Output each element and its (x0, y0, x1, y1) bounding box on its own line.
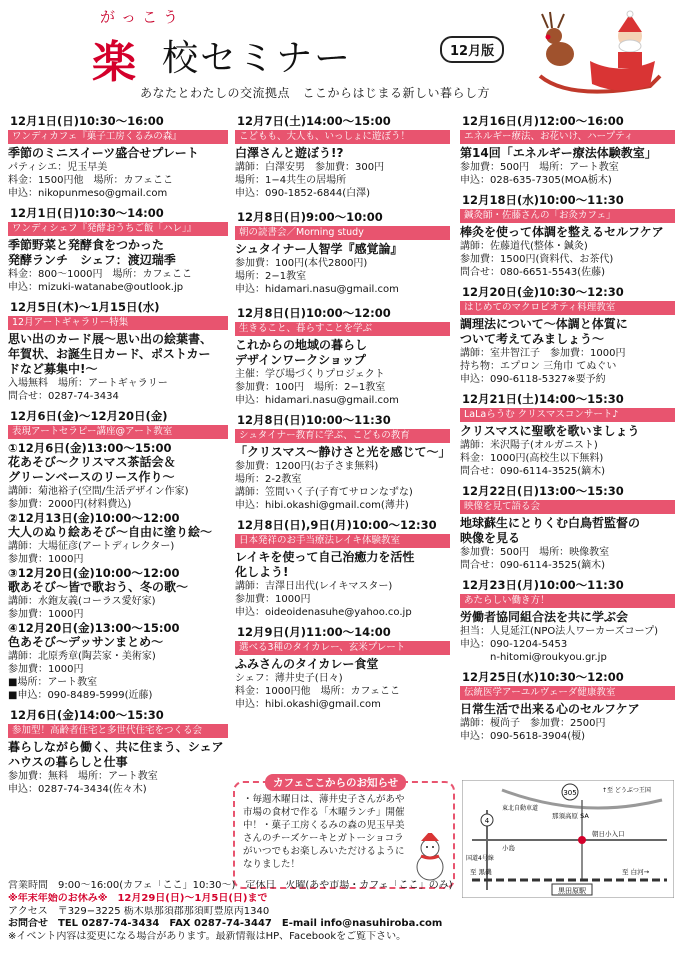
event-title: 労働者協同組合法を共に学ぶ会 (460, 610, 629, 624)
event-detail: 入場無料 場所：アートギャラリー (8, 378, 168, 389)
event-card (235, 413, 450, 512)
event-detail: 参加費：1000円 (8, 554, 84, 565)
event-tag: 選べる3種のタイカレー、玄米プレート (235, 641, 450, 655)
event-detail: 問合せ：090-6114-3525(鏑木) (460, 560, 606, 571)
cafe-notice-body: ・毎週木曜日は、薄井史子さんがあや市場の食材で作る「木曜ランチ」開催中！・菓子工房くるみの森の児玉早美さんのチーズケーキとガトーショコラがいつでもお楽しみいただけるようになりました！ (243, 794, 405, 870)
event-card (460, 193, 675, 279)
edition-badge: 12月版 (440, 36, 504, 63)
event-title: 思い出のカード展〜思い出の絵葉書、 (8, 332, 213, 346)
event-date: 12月1日(日)10:30〜16:00 (10, 114, 164, 128)
map-exit-label: ↑至 どうぶつ王国 (602, 787, 651, 794)
header (0, 0, 680, 112)
event-detail: 参加費：2000円(材料費込) (8, 499, 132, 510)
event-date: 12月8日(日)10:00〜12:00 (237, 306, 391, 320)
cafe-notice-box (233, 777, 455, 889)
page-subtitle: あなたとわたしの交流拠点 ここからはじまる新しい暮らし方 (140, 86, 491, 100)
event-detail: 持ち物：エプロン 三角巾 てぬぐい (460, 361, 617, 372)
event-detail: 講師：米沢陽子(オルガニスト) (460, 440, 598, 451)
event-tag: 表現アートセラピー講座@アート教室 (8, 425, 228, 439)
session-title: 花あそび〜クリスマス茶話会＆ (8, 455, 176, 469)
event-title: 「クリスマス〜静けさと光を感じて〜」 (235, 445, 451, 459)
event-date: 12月22日(日)13:00〜15:30 (462, 484, 624, 498)
event-title: ドなど募集中!〜 (8, 362, 98, 376)
event-tag: シュタイナー教育に学ぶ、こどもの教育 (235, 429, 450, 443)
session-heading: ①12月6日(金)13:00〜15:00 (8, 441, 172, 455)
event-detail: 申込：hibi.okashi@gmail.com (235, 699, 381, 710)
event-detail: n-hitomi@roukyou.gr.jp (460, 652, 607, 663)
event-card (8, 409, 228, 702)
event-card (460, 484, 675, 572)
session-heading: ②12月13日(金)10:00〜12:00 (8, 511, 180, 525)
map-location-marker (578, 836, 586, 844)
event-tag: 映像を見て語る会 (460, 500, 675, 514)
event-card (235, 518, 450, 619)
map-tohoku-label: 東北自動車道 (502, 805, 539, 812)
event-date: 12月9日(月)11:00〜14:00 (237, 625, 391, 639)
session-heading: ④12月20日(金)13:00〜15:00 (8, 621, 180, 635)
event-detail: 講師：白澤安男 参加費：300円 (235, 162, 385, 173)
event-detail: 申込：090-1204-5453 (460, 639, 568, 650)
map-station-label: 黒田原駅 (558, 887, 586, 895)
footer (8, 880, 470, 944)
event-detail: 講師：北原秀章(陶芸家・美術家) (8, 651, 156, 662)
event-detail: 参加費：1500円(資料代、お茶代) (460, 254, 614, 265)
event-tag: 12月アートギャラリー特集 (8, 316, 228, 330)
event-detail: 担当：人見延江(NPO法人ワーカーズコープ) (460, 626, 658, 637)
event-title: 発酵ランチ シェフ：渡辺瑞季 (8, 253, 176, 267)
event-detail: 申込：0287-74-3434(佐々木) (8, 784, 147, 795)
footer-access: アクセス 〒329−3225 栃木県那須郡那須町豊原丙1340 (8, 905, 270, 917)
event-tag: ワンディシェフ『発酵おうちご飯「ハレ」』 (8, 222, 228, 236)
map-shirakawa-label: 至 白河→ (622, 868, 650, 876)
event-detail: 料金：1500円他 場所：カフェここ (8, 175, 173, 186)
event-card (8, 300, 228, 403)
map-sa-label: 那須高原 SA (552, 812, 589, 820)
event-date: 12月21日(土)14:00〜15:30 (462, 392, 624, 406)
event-detail: 参加費：1000円 (8, 664, 84, 675)
event-detail: 主催：学び場づくりプロジェクト (235, 369, 385, 380)
event-title: 調理法について〜体調と体質に (460, 317, 628, 331)
event-date: 12月7日(土)14:00〜15:00 (237, 114, 391, 128)
event-card (235, 306, 450, 407)
map-kokudo-label: 国道4号線 (466, 855, 494, 862)
event-detail: 申込：mizuki-watanabe@outlook.jp (8, 282, 184, 293)
event-title: 季節野菜と発酵食をつかった (8, 238, 165, 252)
map-komorishima-label: 小島 (502, 844, 515, 852)
map-route-305: 305 (563, 789, 577, 797)
cafe-notice-title: カフェここからのお知らせ (265, 774, 406, 791)
event-title: デザインワークショップ (235, 353, 366, 367)
event-detail: 参加費：1200円(お子さま無料) (235, 461, 379, 472)
footer-hours: 営業時間 9:00〜16:00(カフェ「ここ」10:30〜) 定休日 火曜(あや市場・カフェ「ここ」のみ) (8, 880, 453, 891)
event-detail: 申込：nikopunmeso@gmail.com (8, 188, 168, 199)
event-detail: 場所：1−4共生の居場所 (235, 175, 347, 186)
event-date: 12月1日(日)10:30〜14:00 (10, 206, 164, 220)
event-title: 地球蘇生にとりくむ白鳥哲監督の (460, 516, 641, 530)
event-detail: 料金：1000円他 場所：カフェここ (235, 686, 400, 697)
event-detail: 参加費：100円 場所：2−1教室 (235, 382, 386, 393)
map-kuroiso-label: 至 黒磯 (470, 868, 492, 876)
title-ruby: がっこう (100, 8, 185, 26)
event-date: 12月5日(木)〜1月15日(水) (10, 300, 160, 314)
event-detail: 場所：2-2教室 (235, 474, 302, 485)
event-card (235, 114, 450, 200)
access-map (462, 780, 674, 898)
event-detail: 参加費：1000円 (8, 609, 84, 620)
map-route-4: 4 (484, 817, 490, 825)
event-card (8, 206, 228, 294)
event-detail: 申込：090-6118-5327※要予約 (460, 374, 606, 385)
event-detail: 講師：佐藤道代(整体・鍼灸) (460, 241, 588, 252)
event-title: これからの地域の暮らし (235, 338, 368, 352)
footer-contact[interactable]: お問合せ TEL 0287-74-3434 FAX 0287-74-3447 E-mail info@nasuhiroba.com (8, 918, 443, 930)
event-tag: 生きること、暮らすことを学ぶ (235, 322, 450, 336)
session-title: 大人のぬり絵あそび〜自由に塗り絵〜 (8, 525, 213, 539)
event-title: シュタイナー人智学『感覚論』 (235, 242, 403, 256)
event-detail: 講師：笠間いく子(子育てサロンなずな) (235, 487, 413, 498)
event-date: 12月8日(日)10:00〜11:30 (237, 413, 391, 427)
event-card (460, 392, 675, 478)
map-asahi-label: 朝日小入口 (592, 830, 625, 838)
event-card (235, 210, 450, 296)
event-detail: 講師：水鉋友義(コーラス愛好家) (8, 596, 156, 607)
event-date: 12月8日(日)9:00〜10:00 (237, 210, 383, 224)
session-title: 歌あそび〜皆で歌おう、冬の歌〜 (8, 580, 189, 594)
event-title: ハウスの暮らしと仕事 (8, 755, 128, 769)
event-detail: 講師：大場征彦(アートディレクター) (8, 541, 175, 552)
event-tag: はじめてのマクロビオティ料理教室 (460, 301, 675, 315)
event-tag: 鍼灸師・佐藤さんの「お灸カフェ」 (460, 209, 675, 223)
column-3 (460, 114, 675, 749)
session-heading: ③12月20日(金)10:00〜12:00 (8, 566, 180, 580)
event-tag: 伝統医学アーユルヴェーダ健康教室 (460, 686, 675, 700)
event-card (460, 285, 675, 386)
event-date: 12月16日(月)12:00〜16:00 (462, 114, 624, 128)
footer-holiday: ※年末年始のお休み※ 12月29日(日)〜1月5日(日)まで (8, 892, 268, 904)
santa-sleigh-illustration (530, 6, 675, 106)
event-tag: ワンディカフェ『菓子工房くるみの森』 (8, 130, 228, 144)
event-title: 日常生活で出来る心のセルフケア (460, 702, 640, 716)
event-detail: 申込：hibi.okashi@gmail.com(薄井) (235, 500, 409, 511)
event-date: 12月25日(水)10:30〜12:00 (462, 670, 624, 684)
event-detail: 申込：hidamari.nasu@gmail.com (235, 395, 399, 406)
event-detail: 申込：oideoidenasuhe@yahoo.co.jp (235, 607, 412, 618)
event-detail: 申込：hidamari.nasu@gmail.com (235, 284, 399, 295)
event-tag: LaLaらうむ クリスマスコンサート♪ (460, 408, 675, 422)
event-tag: 日本発祥のお手当療法レイキ体験教室 (235, 534, 450, 548)
event-title: 化しよう! (235, 565, 289, 579)
event-detail: 参加費：無料 場所：アート教室 (8, 771, 158, 782)
event-detail: 申込：028-635-7305(MOA栃木) (460, 175, 612, 186)
event-title: 白澤さんと遊ぼう!? (235, 146, 344, 160)
event-card (8, 708, 228, 796)
event-detail: 講師：榎尚子 参加費：2500円 (460, 718, 606, 729)
event-date: 12月18日(水)10:00〜11:30 (462, 193, 624, 207)
event-tag: 朝の読書会／Morning study (235, 226, 450, 240)
session-title: グリーンベースのリース作り〜 (8, 470, 175, 484)
event-tag: あたらしい働き方！ (460, 594, 675, 608)
event-tag: 参加型！高齢者住宅と多世代住宅をつくる会 (8, 724, 228, 738)
event-detail: 参加費：500円 場所：映像教室 (460, 547, 610, 558)
event-card (235, 625, 450, 711)
event-title: レイキを使って自己治癒力を活性 (235, 550, 415, 564)
event-detail: 問合せ：080-6651-5543(佐藤) (460, 267, 606, 278)
event-title: 第14回「エネルギー療法体験教室」 (460, 146, 657, 160)
event-detail: ■申込：090-8489-5999(近藤) (8, 690, 153, 701)
event-card (460, 578, 675, 664)
event-detail: 申込：090-1852-6844(白澤) (235, 188, 371, 199)
column-1 (8, 114, 228, 802)
event-detail: 参加費：500円 場所：アート教室 (460, 162, 619, 173)
event-detail: ■場所：アート教室 (8, 677, 98, 688)
event-title: 年賀状、お誕生日カード、ポストカー (8, 347, 211, 361)
event-detail: 問合せ：090-6114-3525(鏑木) (460, 466, 606, 477)
event-detail: 申込：090-5618-3904(榎) (460, 731, 586, 742)
event-card (460, 670, 675, 743)
event-detail: 参加費：1000円 (235, 594, 311, 605)
event-date: 12月8日(日),9日(月)10:00〜12:30 (237, 518, 437, 532)
event-detail: 場所：2−1教室 (235, 271, 307, 282)
event-detail: パティシエ：児玉早美 (8, 162, 108, 173)
event-card (460, 114, 675, 187)
event-title: 棒灸を使って体調を整えるセルフケア (460, 225, 664, 239)
event-title: 映像を見る (460, 531, 521, 545)
event-detail: 料金：800〜1000円 場所：カフェここ (8, 269, 193, 280)
session-title: 色あそび〜デッサンまとめ〜 (8, 635, 164, 649)
title-gaku: 楽 (92, 37, 136, 88)
event-detail: 料金：1000円(高校生以下無料) (460, 453, 604, 464)
event-title: クリスマスに聖歌を歌いましょう (460, 424, 640, 438)
event-title: 暮らしながら働く、共に住まう、シェア (8, 740, 224, 754)
event-date: 12月20日(金)10:30〜12:30 (462, 285, 624, 299)
footer-note: ※イベント内容は変更になる場合があります。最新情報はHP、Facebookをご覧下さい。 (8, 931, 407, 943)
event-tag: こどもも、大人も、いっしょに遊ぼう！ (235, 130, 450, 144)
snowman-icon (413, 833, 447, 883)
column-2 (235, 114, 450, 717)
page-title: 校セミナー (162, 38, 353, 79)
event-detail: 問合せ：0287-74-3434 (8, 391, 119, 402)
event-tag: エネルギー療法、お花いけ、ハープティ (460, 130, 675, 144)
event-detail: シェフ：薄井史子(日々) (235, 673, 343, 684)
event-date: 12月6日(金)14:00〜15:30 (10, 708, 164, 722)
event-detail: 参加費：100円(本代2800円) (235, 258, 368, 269)
event-date: 12月6日(金)〜12月20日(金) (10, 409, 168, 423)
event-detail: 講師：菊池裕子(空間/生活デザイン作家) (8, 486, 189, 497)
event-title: ふみさんのタイカレー食堂 (235, 657, 379, 671)
event-detail: 講師：室井智江子 参加費：1000円 (460, 348, 626, 359)
event-date: 12月23日(月)10:00〜11:30 (462, 578, 624, 592)
event-title: ついて考えてみましょう〜 (460, 332, 605, 346)
event-card (8, 114, 228, 200)
event-detail: 講師：吉澤日出代(レイキマスター) (235, 581, 393, 592)
event-title: 季節のミニスイーツ盛合せプレート (8, 146, 199, 160)
